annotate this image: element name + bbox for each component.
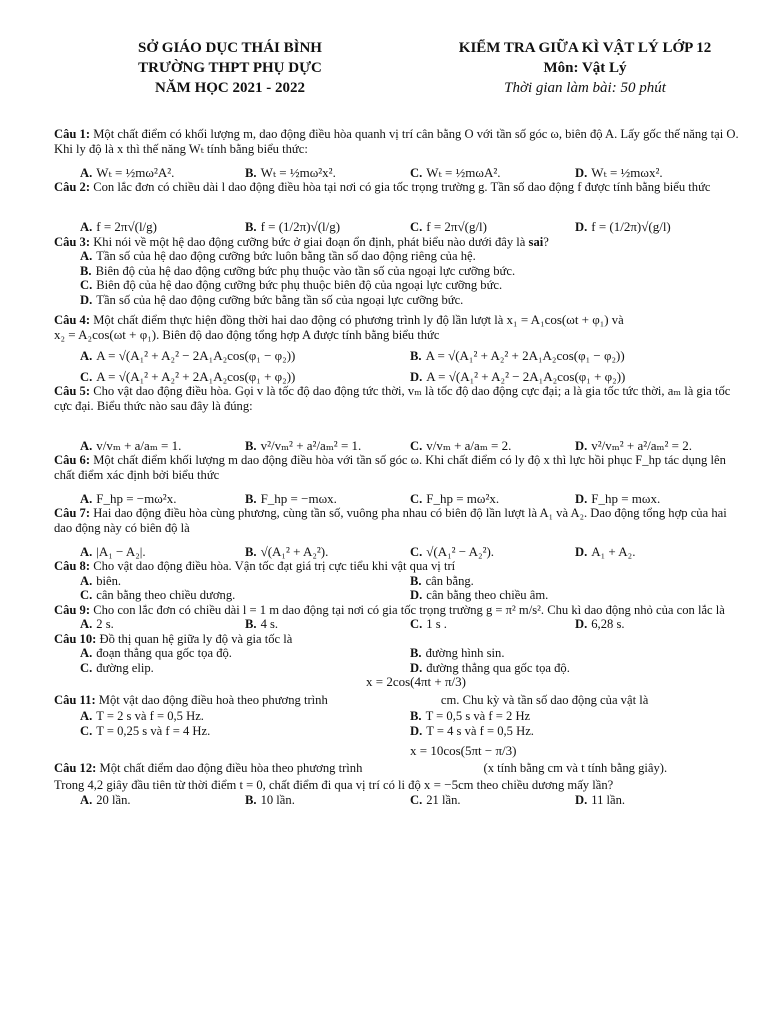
question-label: Câu 7: <box>54 506 91 520</box>
question-12 <box>54 744 740 778</box>
options-8-row1 <box>54 574 740 589</box>
option-c[interactable]: C. Biên độ của hệ dao động cưỡng bức phụ thuộc biên độ của ngoại lực cưỡng bức. <box>80 278 503 292</box>
equation: x = 10cos(5πt − π/3) <box>410 743 517 758</box>
option-d[interactable]: D. 11 lần. <box>575 792 626 807</box>
options-5 <box>54 413 740 453</box>
question-text-end: (x tính bằng cm và t tính bằng giây). <box>483 761 668 775</box>
question-label: Câu 9: <box>54 602 91 617</box>
exam-header <box>425 38 745 98</box>
option-a[interactable]: A. 20 lần. <box>80 792 131 807</box>
question-text: Hai dao động điều hòa cùng phương, cùng tần số, vuông pha nhau có biên độ lần lượt là A₁ và A₂. Dao động tổng hợp của hai dao động này có biên độ là <box>54 506 727 535</box>
equation-x1: x₁ = A₁cos(ωt + φ₁) <box>506 312 609 327</box>
option-a[interactable]: A. biên. <box>80 573 122 588</box>
question-emphasis: sai <box>528 234 544 249</box>
school-name: TRƯỜNG THPT PHỤ DỰC <box>138 60 322 76</box>
question-text: Một chất điểm dao động điều hòa theo phương trình <box>99 761 363 775</box>
option-d[interactable]: D. 6,28 s. <box>575 617 625 631</box>
question-list <box>54 127 740 807</box>
option-b[interactable]: B. v²/vₘ² + a²/aₘ² = 1. <box>245 437 362 453</box>
options-12 <box>54 793 740 808</box>
option-a[interactable]: A. v/vₘ + a/aₘ = 1. <box>80 437 182 453</box>
option-d[interactable]: D. A₁ + A₂. <box>575 543 636 559</box>
option-c[interactable]: C. T = 0,25 s và f = 4 Hz. <box>80 723 211 738</box>
option-c[interactable]: C. v/vₘ + a/aₘ = 2. <box>410 437 512 453</box>
option-a[interactable]: A. Tần số của hệ dao động cưỡng bức luôn bằng tần số dao động riêng của hệ. <box>80 249 476 263</box>
equation-position: x = −5 <box>423 777 459 792</box>
question-9 <box>54 603 740 618</box>
question-3 <box>54 235 740 250</box>
option-c[interactable]: C. f = 2π√(g/l) <box>410 219 487 234</box>
option-b[interactable]: B. √(A₁² + A₂²). <box>245 543 329 559</box>
options-6 <box>54 482 740 506</box>
options-1 <box>54 156 740 180</box>
option-c[interactable]: C. 1 s . <box>410 617 447 631</box>
options-2 <box>54 195 740 235</box>
option-b[interactable]: B. đường hình sin. <box>410 646 505 660</box>
option-c[interactable]: C. F_hp = mω²x. <box>410 490 500 506</box>
equation: x = 2cos(4πt + π/3) <box>366 674 467 689</box>
question-text-end: cm theo chiều dương mấy lần? <box>458 778 614 792</box>
option-c[interactable]: C. cân bằng theo chiều dương. <box>80 588 236 602</box>
option-c[interactable]: C. Wₜ = ½mωA². <box>410 164 501 180</box>
question-label: Câu 12: <box>54 761 97 775</box>
option-d[interactable]: D. A = √(A₁² + A₂² − 2A₁A₂cos(φ₁ + φ₂)) <box>410 368 626 384</box>
options-7 <box>54 535 740 559</box>
school-year: NĂM HỌC 2021 - 2022 <box>155 80 305 96</box>
question-4-cont <box>54 328 740 343</box>
question-10 <box>54 632 740 647</box>
options-4-row2 <box>54 363 740 384</box>
option-a[interactable]: A. F_hp = −mω²x. <box>80 490 177 506</box>
option-d[interactable]: D. F_hp = mωx. <box>575 490 661 506</box>
option-b[interactable]: B. f = (1/2π)√(l/g) <box>245 219 341 234</box>
question-text-end: cm. Chu kỳ và tần số dao động của vật là <box>440 693 649 707</box>
question-text: Một chất điểm khối lượng m dao động điều hòa với tần số góc ω. Khi chất điểm có ly độ x thì lực hồi phục F_hp tác dụng lên chất điểm xác định bởi biểu thức <box>54 453 726 482</box>
option-a[interactable]: A. đoạn thẳng qua gốc tọa độ. <box>80 646 232 660</box>
option-a[interactable]: A. T = 2 s và f = 0,5 Hz. <box>80 709 204 723</box>
option-b[interactable]: B. 10 lần. <box>245 792 295 807</box>
question-label: Câu 2: <box>54 180 91 194</box>
question-text: Một chất điểm thực hiện đồng thời hai dao động có phương trình ly độ lần lượt là <box>93 313 504 327</box>
option-c[interactable]: C. √(A₁² − A₂²). <box>410 543 495 559</box>
question-text: Khi nói về một hệ dao động cưỡng bức ở giai đoạn ổn định, phát biểu nào dưới đây là <box>93 234 526 249</box>
question-label: Câu 10: <box>54 631 97 646</box>
question-1 <box>54 127 740 156</box>
option-b[interactable]: B. T = 0,5 s và f = 2 Hz <box>410 709 531 723</box>
option-b[interactable]: B. 4 s. <box>245 617 279 631</box>
question-text: Cho vật dao động điều hòa. Gọi v là tốc độ dao động tức thời, vₘ là tốc độ dao động cực đại; a là gia tốc tức thời, aₘ là gia tốc cực đại. Biểu thức nào sau đây là đúng: <box>54 384 731 413</box>
question-text: Một chất điểm có khối lượng m, dao động điều hòa quanh vị trí cân bằng O với tần số góc ω, biên độ A. Lấy gốc thế năng tại O. Khi ly độ là x thì thế năng Wₜ tính bằng biểu thức: <box>54 127 739 156</box>
option-d[interactable]: D. Wₜ = ½mωx². <box>575 164 663 180</box>
option-d[interactable]: D. f = (1/2π)√(g/l) <box>575 219 671 234</box>
question-7 <box>54 506 740 535</box>
question-text: Con lắc đơn có chiều dài l dao động điều hòa tại nơi có gia tốc trọng trường g. Tần số dao động f được tính bằng biểu thức <box>93 180 711 194</box>
options-10-row2 <box>54 661 740 676</box>
question-2 <box>54 180 740 195</box>
exam-time: Thời gian làm bài: 50 phút <box>504 80 666 96</box>
department-name: SỞ GIÁO DỤC THÁI BÌNH <box>138 40 322 56</box>
question-8 <box>54 559 740 574</box>
question-connector: và <box>611 313 624 327</box>
question-text: Một vật dao động điều hoà theo phương trình <box>98 693 328 707</box>
option-b[interactable]: B. F_hp = −mωx. <box>245 490 337 506</box>
option-a[interactable]: A. f = 2π√(l/g) <box>80 219 157 234</box>
option-b[interactable]: B. Biên độ của hệ dao động cưỡng bức phụ thuộc vào tần số của ngoại lực cưỡng bức. <box>80 263 516 278</box>
equation-x2: x₂ = A₂cos(ωt + φ₁) <box>54 326 157 342</box>
question-text: Cho vật dao động điều hòa. Vận tốc đạt giá trị cực tiểu khi vật qua vị trí <box>93 559 456 573</box>
options-10-row1 <box>54 646 740 661</box>
question-label: Câu 5: <box>54 384 91 398</box>
option-a[interactable]: A. A = √(A₁² + A₂² − 2A₁A₂cos(φ₁ − φ₂)) <box>80 347 296 363</box>
option-d[interactable]: D. v²/vₘ² + a²/aₘ² = 2. <box>575 437 692 453</box>
option-b[interactable]: B. A = √(A₁² + A₂² + 2A₁A₂cos(φ₁ − φ₂)) <box>410 347 625 363</box>
option-a[interactable]: A. |A₁ − A₂|. <box>80 543 146 559</box>
question-label: Câu 6: <box>54 453 91 467</box>
options-8-row2 <box>54 588 740 603</box>
option-d[interactable]: D. đường thẳng qua gốc tọa độ. <box>410 660 570 675</box>
options-11-row2 <box>54 724 740 739</box>
options-11-row1 <box>54 709 740 724</box>
question-text-end: ? <box>543 234 549 249</box>
option-c[interactable]: C. A = √(A₁² + A₂² + 2A₁A₂cos(φ₁ + φ₂)) <box>80 368 296 384</box>
question-text: . Biên độ dao động tổng hợp A được tính bằng biểu thức <box>156 327 440 342</box>
option-b[interactable]: B. Wₜ = ½mω²x². <box>245 164 336 180</box>
exam-subject: Môn: Vật Lý <box>543 60 627 76</box>
question-4 <box>54 313 740 328</box>
question-6 <box>54 453 740 482</box>
question-12-cont <box>54 778 740 793</box>
option-d[interactable]: D. cân bằng theo chiều âm. <box>410 588 549 602</box>
question-text: Cho con lắc đơn có chiều dài l = 1 m dao động tại nơi có gia tốc trọng trường g = π² m/s². Chu kì dao động nhỏ của con lắc là <box>93 602 725 617</box>
option-a[interactable]: A. 2 s. <box>80 617 114 631</box>
question-label: Câu 11: <box>54 693 96 707</box>
option-c[interactable]: C. đường elip. <box>80 660 154 675</box>
question-text: Đồ thị quan hệ giữa ly độ và gia tốc là <box>99 631 293 646</box>
question-label: Câu 8: <box>54 559 91 573</box>
options-4-row1 <box>54 342 740 363</box>
question-label: Câu 1: <box>54 127 91 141</box>
option-b[interactable]: B. cân bằng. <box>410 573 474 588</box>
question-11 <box>54 675 740 709</box>
option-a[interactable]: A. Wₜ = ½mω²A². <box>80 164 175 180</box>
option-c[interactable]: C. 21 lần. <box>410 792 461 807</box>
question-text: Trong 4,2 giây đầu tiên từ thời điểm t = 0, chất điểm đi qua vị trí có li độ <box>54 778 421 792</box>
question-label: Câu 4: <box>54 313 91 327</box>
question-5 <box>54 384 740 413</box>
option-d[interactable]: D. Tần số của hệ dao động cưỡng bức bằng tần số của ngoại lực cưỡng bức. <box>80 292 464 307</box>
option-d[interactable]: D. T = 4 s và f = 0,5 Hz. <box>410 723 534 738</box>
options-9 <box>54 617 740 632</box>
exam-title: KIỂM TRA GIỮA KÌ VẬT LÝ LỚP 12 <box>458 40 712 56</box>
school-header <box>80 38 380 98</box>
question-label: Câu 3: <box>54 234 91 249</box>
